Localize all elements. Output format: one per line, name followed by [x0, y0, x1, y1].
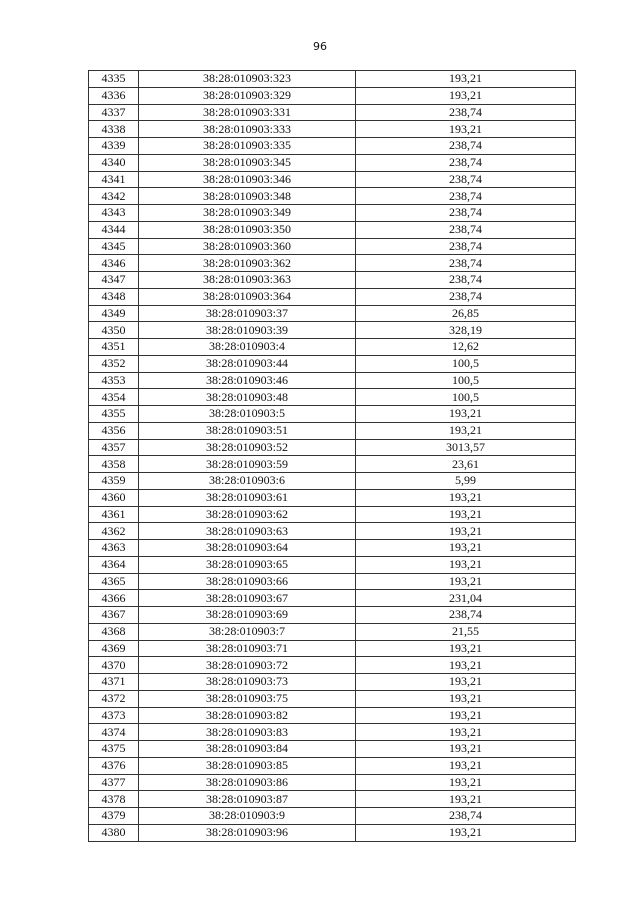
value-cell: 193,21 — [356, 674, 576, 691]
cadastral-number-cell: 38:28:010903:87 — [139, 791, 356, 808]
table-row — [89, 389, 576, 406]
value-cell: 193,21 — [356, 121, 576, 138]
cadastral-number-cell: 38:28:010903:48 — [139, 389, 356, 406]
value-cell: 193,21 — [356, 406, 576, 423]
row-number-cell: 4349 — [89, 305, 139, 322]
value-cell: 100,5 — [356, 389, 576, 406]
cadastral-number-cell: 38:28:010903:329 — [139, 87, 356, 104]
value-cell: 193,21 — [356, 741, 576, 758]
row-number-cell: 4343 — [89, 205, 139, 222]
row-number-cell: 4379 — [89, 808, 139, 825]
cadastral-number-cell: 38:28:010903:71 — [139, 640, 356, 657]
table-row — [89, 623, 576, 640]
cadastral-number-cell: 38:28:010903:5 — [139, 406, 356, 423]
cadastral-number-cell: 38:28:010903:65 — [139, 556, 356, 573]
cadastral-number-cell: 38:28:010903:4 — [139, 339, 356, 356]
row-number-cell: 4363 — [89, 540, 139, 557]
cadastral-number-cell: 38:28:010903:51 — [139, 422, 356, 439]
cadastral-number-cell: 38:28:010903:46 — [139, 372, 356, 389]
row-number-cell: 4335 — [89, 71, 139, 88]
value-cell: 238,74 — [356, 188, 576, 205]
row-number-cell: 4357 — [89, 439, 139, 456]
value-cell: 21,55 — [356, 623, 576, 640]
cadastral-number-cell: 38:28:010903:6 — [139, 473, 356, 490]
table-row — [89, 540, 576, 557]
row-number-cell: 4371 — [89, 674, 139, 691]
table-row — [89, 757, 576, 774]
row-number-cell: 4359 — [89, 473, 139, 490]
table-row — [89, 824, 576, 841]
row-number-cell: 4374 — [89, 724, 139, 741]
table-row — [89, 556, 576, 573]
cadastral-number-cell: 38:28:010903:9 — [139, 808, 356, 825]
table-row — [89, 104, 576, 121]
value-cell: 193,21 — [356, 523, 576, 540]
table-row — [89, 674, 576, 691]
cadastral-number-cell: 38:28:010903:360 — [139, 238, 356, 255]
cadastral-number-cell: 38:28:010903:349 — [139, 205, 356, 222]
cadastral-number-cell: 38:28:010903:82 — [139, 707, 356, 724]
table-row — [89, 138, 576, 155]
table-row — [89, 573, 576, 590]
table-row — [89, 121, 576, 138]
cadastral-number-cell: 38:28:010903:61 — [139, 489, 356, 506]
value-cell: 238,74 — [356, 607, 576, 624]
table-row — [89, 238, 576, 255]
page-number: 96 — [313, 40, 327, 53]
value-cell: 193,21 — [356, 71, 576, 88]
table-row — [89, 221, 576, 238]
table-row — [89, 640, 576, 657]
table-row — [89, 372, 576, 389]
table-row — [89, 154, 576, 171]
row-number-cell: 4362 — [89, 523, 139, 540]
table-row — [89, 607, 576, 624]
row-number-cell: 4360 — [89, 489, 139, 506]
table-row — [89, 456, 576, 473]
row-number-cell: 4365 — [89, 573, 139, 590]
row-number-cell: 4352 — [89, 355, 139, 372]
table-row — [89, 473, 576, 490]
row-number-cell: 4346 — [89, 255, 139, 272]
value-cell: 193,21 — [356, 489, 576, 506]
row-number-cell: 4376 — [89, 757, 139, 774]
row-number-cell: 4358 — [89, 456, 139, 473]
value-cell: 193,21 — [356, 724, 576, 741]
value-cell: 12,62 — [356, 339, 576, 356]
table-row — [89, 355, 576, 372]
value-cell: 238,74 — [356, 205, 576, 222]
value-cell: 238,74 — [356, 154, 576, 171]
row-number-cell: 4375 — [89, 741, 139, 758]
value-cell: 193,21 — [356, 657, 576, 674]
cadastral-number-cell: 38:28:010903:63 — [139, 523, 356, 540]
cadastral-number-cell: 38:28:010903:73 — [139, 674, 356, 691]
row-number-cell: 4337 — [89, 104, 139, 121]
row-number-cell: 4369 — [89, 640, 139, 657]
row-number-cell: 4351 — [89, 339, 139, 356]
table-row — [89, 489, 576, 506]
row-number-cell: 4378 — [89, 791, 139, 808]
row-number-cell: 4370 — [89, 657, 139, 674]
cadastral-number-cell: 38:28:010903:363 — [139, 272, 356, 289]
cadastral-number-cell: 38:28:010903:331 — [139, 104, 356, 121]
cadastral-number-cell: 38:28:010903:348 — [139, 188, 356, 205]
value-cell: 193,21 — [356, 422, 576, 439]
table-row — [89, 255, 576, 272]
row-number-cell: 4344 — [89, 221, 139, 238]
cadastral-number-cell: 38:28:010903:335 — [139, 138, 356, 155]
cadastral-number-cell: 38:28:010903:333 — [139, 121, 356, 138]
cadastral-number-cell: 38:28:010903:37 — [139, 305, 356, 322]
row-number-cell: 4345 — [89, 238, 139, 255]
value-cell: 193,21 — [356, 757, 576, 774]
row-number-cell: 4377 — [89, 774, 139, 791]
value-cell: 193,21 — [356, 824, 576, 841]
cadastral-number-cell: 38:28:010903:52 — [139, 439, 356, 456]
row-number-cell: 4338 — [89, 121, 139, 138]
row-number-cell: 4353 — [89, 372, 139, 389]
cadastral-number-cell: 38:28:010903:59 — [139, 456, 356, 473]
value-cell: 5,99 — [356, 473, 576, 490]
cadastral-number-cell: 38:28:010903:350 — [139, 221, 356, 238]
row-number-cell: 4364 — [89, 556, 139, 573]
cadastral-number-cell: 38:28:010903:364 — [139, 288, 356, 305]
row-number-cell: 4347 — [89, 272, 139, 289]
cadastral-number-cell: 38:28:010903:67 — [139, 590, 356, 607]
value-cell: 193,21 — [356, 87, 576, 104]
cadastral-number-cell: 38:28:010903:44 — [139, 355, 356, 372]
row-number-cell: 4361 — [89, 506, 139, 523]
value-cell: 193,21 — [356, 540, 576, 557]
table-row — [89, 523, 576, 540]
row-number-cell: 4373 — [89, 707, 139, 724]
cadastral-number-cell: 38:28:010903:96 — [139, 824, 356, 841]
value-cell: 238,74 — [356, 238, 576, 255]
cadastral-number-cell: 38:28:010903:69 — [139, 607, 356, 624]
cadastral-number-cell: 38:28:010903:64 — [139, 540, 356, 557]
row-number-cell: 4350 — [89, 322, 139, 339]
cadastral-number-cell: 38:28:010903:85 — [139, 757, 356, 774]
cadastral-number-cell: 38:28:010903:72 — [139, 657, 356, 674]
table-row — [89, 791, 576, 808]
value-cell: 238,74 — [356, 171, 576, 188]
row-number-cell: 4380 — [89, 824, 139, 841]
row-number-cell: 4339 — [89, 138, 139, 155]
value-cell: 26,85 — [356, 305, 576, 322]
table-body — [89, 71, 576, 842]
table-row — [89, 305, 576, 322]
row-number-cell: 4354 — [89, 389, 139, 406]
table-row — [89, 724, 576, 741]
table-row — [89, 87, 576, 104]
value-cell: 238,74 — [356, 221, 576, 238]
value-cell: 238,74 — [356, 808, 576, 825]
value-cell: 193,21 — [356, 556, 576, 573]
value-cell: 231,04 — [356, 590, 576, 607]
row-number-cell: 4348 — [89, 288, 139, 305]
value-cell: 100,5 — [356, 372, 576, 389]
value-cell: 238,74 — [356, 288, 576, 305]
cadastral-number-cell: 38:28:010903:345 — [139, 154, 356, 171]
cadastral-number-cell: 38:28:010903:62 — [139, 506, 356, 523]
data-table — [88, 70, 576, 842]
row-number-cell: 4367 — [89, 607, 139, 624]
value-cell: 193,21 — [356, 774, 576, 791]
cadastral-number-cell: 38:28:010903:346 — [139, 171, 356, 188]
table-row — [89, 422, 576, 439]
row-number-cell: 4342 — [89, 188, 139, 205]
value-cell: 193,21 — [356, 506, 576, 523]
row-number-cell: 4336 — [89, 87, 139, 104]
value-cell: 193,21 — [356, 573, 576, 590]
row-number-cell: 4366 — [89, 590, 139, 607]
table-row — [89, 774, 576, 791]
table-row — [89, 707, 576, 724]
table-row — [89, 171, 576, 188]
table-row — [89, 288, 576, 305]
row-number-cell: 4341 — [89, 171, 139, 188]
cadastral-number-cell: 38:28:010903:39 — [139, 322, 356, 339]
cadastral-number-cell: 38:28:010903:83 — [139, 724, 356, 741]
row-number-cell: 4355 — [89, 406, 139, 423]
cadastral-number-cell: 38:28:010903:66 — [139, 573, 356, 590]
value-cell: 3013,57 — [356, 439, 576, 456]
cadastral-number-cell: 38:28:010903:86 — [139, 774, 356, 791]
value-cell: 328,19 — [356, 322, 576, 339]
table-row — [89, 808, 576, 825]
cadastral-number-cell: 38:28:010903:7 — [139, 623, 356, 640]
table-row — [89, 272, 576, 289]
table-row — [89, 506, 576, 523]
cadastral-number-cell: 38:28:010903:75 — [139, 690, 356, 707]
row-number-cell: 4356 — [89, 422, 139, 439]
table-row — [89, 657, 576, 674]
table-row — [89, 188, 576, 205]
table-row — [89, 439, 576, 456]
table-row — [89, 406, 576, 423]
value-cell: 193,21 — [356, 690, 576, 707]
value-cell: 238,74 — [356, 272, 576, 289]
cadastral-number-cell: 38:28:010903:84 — [139, 741, 356, 758]
value-cell: 238,74 — [356, 138, 576, 155]
value-cell: 238,74 — [356, 104, 576, 121]
value-cell: 23,61 — [356, 456, 576, 473]
value-cell: 193,21 — [356, 707, 576, 724]
value-cell: 193,21 — [356, 640, 576, 657]
cadastral-number-cell: 38:28:010903:362 — [139, 255, 356, 272]
table-row — [89, 339, 576, 356]
row-number-cell: 4340 — [89, 154, 139, 171]
table-row — [89, 205, 576, 222]
cadastral-number-cell: 38:28:010903:323 — [139, 71, 356, 88]
table-row — [89, 590, 576, 607]
table-row — [89, 71, 576, 88]
value-cell: 100,5 — [356, 355, 576, 372]
value-cell: 238,74 — [356, 255, 576, 272]
value-cell: 193,21 — [356, 791, 576, 808]
row-number-cell: 4372 — [89, 690, 139, 707]
table-row — [89, 690, 576, 707]
table-row — [89, 322, 576, 339]
row-number-cell: 4368 — [89, 623, 139, 640]
table-row — [89, 741, 576, 758]
